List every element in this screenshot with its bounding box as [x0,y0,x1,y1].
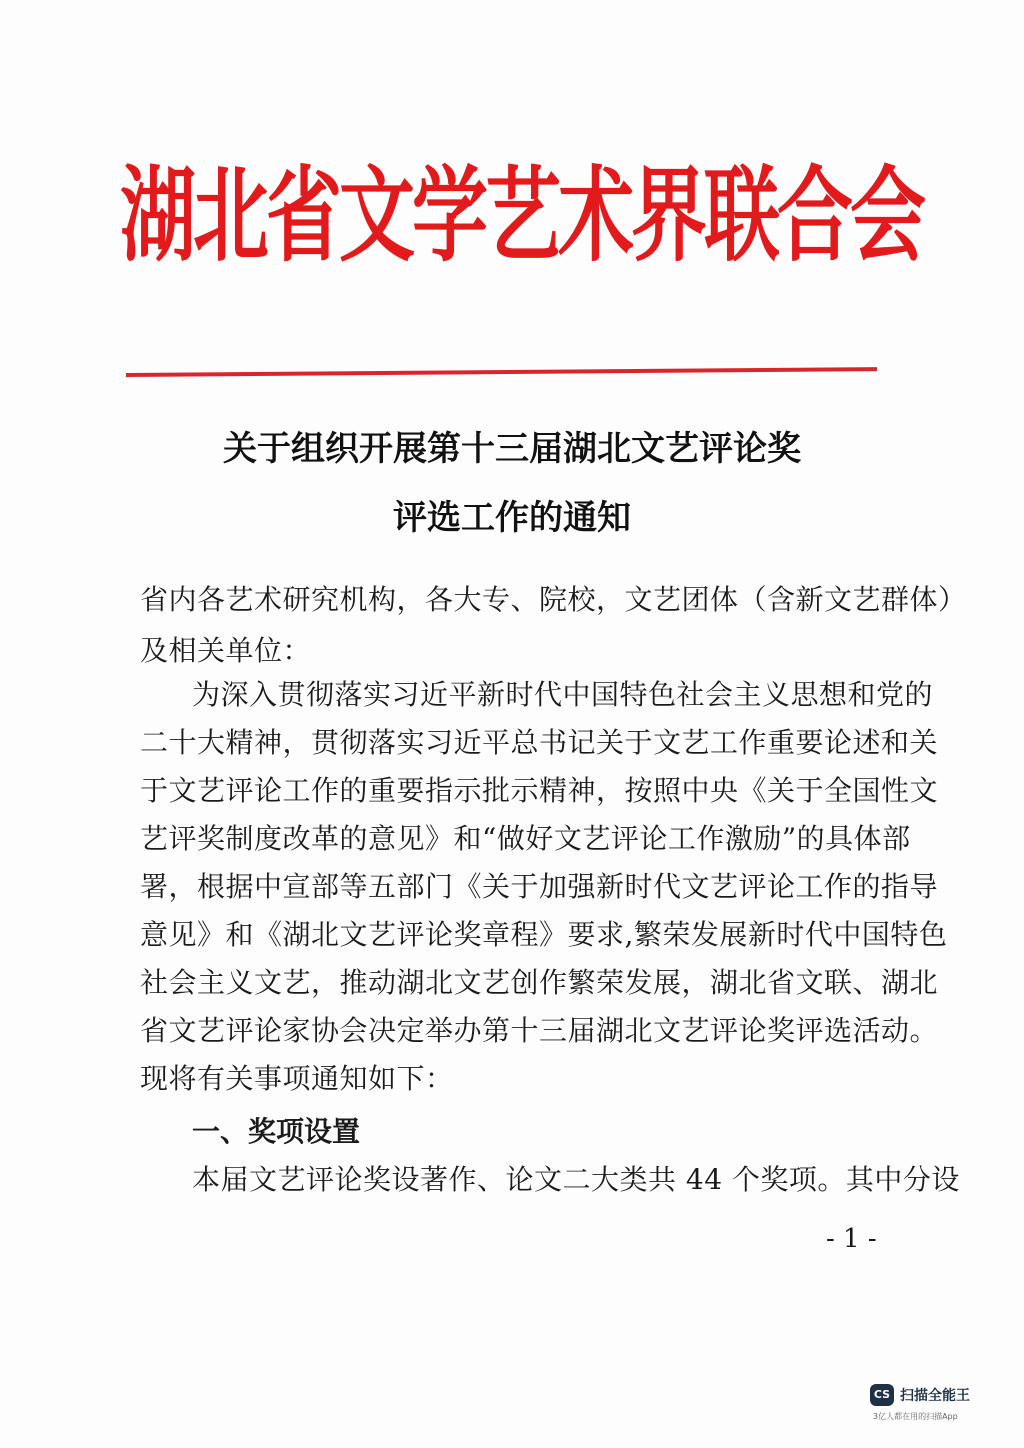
recipient-line-2: 及相关单位： [140,634,312,667]
scanner-app-badge [870,1382,1000,1430]
body-paragraph-line: 为深入贯彻落实习近平新时代中国特色社会主义思想和党的 [192,678,934,711]
masthead-organization-name: 湖北省文学艺术界联合会 [120,155,923,276]
section-heading: 一、奖项设置 [192,1115,361,1148]
body-paragraph-line: 意见》和《湖北文艺评论奖章程》要求,繁荣发展新时代中国特色 [140,918,948,951]
recipient-line-1: 省内各艺术研究机构，各大专、院校，文艺团体（含新文艺群体） [140,583,967,616]
body-paragraph-line: 现将有关事项通知如下： [140,1062,454,1095]
red-header-divider [126,367,877,377]
body-paragraph-line: 署，根据中宣部等五部门《关于加强新时代文艺评论工作的指导 [140,870,939,903]
camscanner-logo-icon: CS [870,1384,894,1406]
scanner-app-tagline: 3亿人都在用的扫描App [873,1412,958,1421]
body-paragraph-line: 省文艺评论家协会决定举办第十三届湖北文艺评论奖评选活动。 [140,1014,939,1047]
page-number: - 1 - [826,1224,877,1254]
scanner-app-name: 扫描全能王 [900,1388,970,1404]
section-body-line: 本届文艺评论奖设著作、论文二大类共 44 个奖项。其中分设 [192,1163,960,1196]
body-paragraph-line: 社会主义文艺，推动湖北文艺创作繁荣发展，湖北省文联、湖北 [140,966,939,999]
body-paragraph-line: 二十大精神，贯彻落实习近平总书记关于文艺工作重要论述和关 [140,726,939,759]
body-paragraph-line: 于文艺评论工作的重要指示批示精神，按照中央《关于全国性文 [140,774,939,807]
document-title-line-2: 评选工作的通知 [393,498,631,538]
body-paragraph-line: 艺评奖制度改革的意见》和“做好文艺评论工作激励”的具体部 [140,822,911,855]
document-title-line-1: 关于组织开展第十三届湖北文艺评论奖 [223,429,801,469]
